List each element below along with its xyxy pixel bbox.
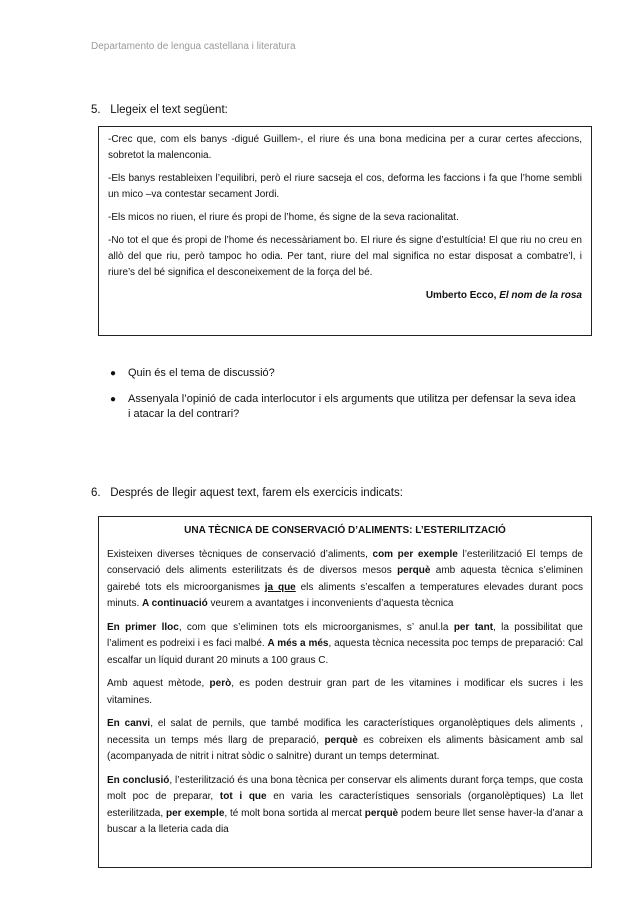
dialogue-paragraph: -Els banys restableixen l’equilibri, però el riure sacseja el cos, deforma les faccions i fa que l’home sembli un mico –va contestar secament Jordi. <box>108 173 582 200</box>
bullet-icon: ● <box>110 394 117 405</box>
dialogue-paragraph: -Els micos no riuen, el riure és propi de l’home, és signe de la seva racionalitat. <box>108 212 459 223</box>
paragraph: En primer lloc, com que s’eliminen tots els microorganismes, s’ anul.la per tant, la possibilitat que l’aliment es podreixi i es faci malbé. A més a més, aquesta tècnica necessita poc temps de preparació: Cal escalfar un líquid durant 20 minuts a 100 graus C. <box>107 621 583 666</box>
question-text: Llegeix el text següent: <box>110 104 228 116</box>
paragraph: Amb aquest mètode, però, es poden destruir gran part de les vitamines i modificar els sucres i les vitamines. <box>107 678 583 706</box>
paragraph: Existeixen diverses tècniques de conservació d’aliments, com per exemple l’esterilització El temps de conservació dels aliments esterilitzats és de diversos mesos perquè amb aquesta tècnica s’eliminen gairebé tots els microorganismes ja que els aliments s’escalfen a temperatures elevades durant pocs minuts. A continuació veurem a avantatges i inconvenients d’aquesta tècnica <box>107 548 583 609</box>
question-6-title <box>91 487 403 499</box>
bullet-icon: ● <box>110 368 117 379</box>
question-5-title <box>91 104 228 116</box>
box-title: UNA TÈCNICA DE CONSERVACIÓ D’ALIMENTS: L’ESTERILITZACIÓ <box>184 525 506 536</box>
dialogue-paragraph: -No tot el que és propi de l’home és necessàriament bo. El riure és signe d’estultícia! El que riu no creu en allò del que riu, però tampoc ho odia. Per tant, riure del mal significa no estar disposat a combatre’l, i riure’s del bé significa el desconeixement de la força del bé. <box>108 235 582 278</box>
list-item-text: Assenyala l’opinió de cada interlocutor i els arguments que utilitza per defensar la seva idea i atacar la del contrari? <box>128 393 576 420</box>
list-item <box>108 366 578 381</box>
question-list <box>108 366 578 433</box>
paragraph: En conclusió, l’esterilització és una bona tècnica per conservar els aliments durant força temps, que costa molt poc de preparar, tot i que en varia les característiques sensorials (organolèptiques) La llet esterilitzada, per exemple, té molt bona sortida al mercat perquè podem beure llet sense haver-la d’anar a buscar a la lleteria cada dia <box>107 774 583 835</box>
text-box <box>98 516 592 868</box>
quote-box <box>98 126 592 336</box>
question-number: 6. <box>91 487 101 499</box>
question-number: 5. <box>91 104 101 116</box>
author: Umberto Ecco, <box>425 290 497 301</box>
list-item <box>108 392 578 422</box>
page-header: Departamento de lengua castellana i literatura <box>91 41 296 52</box>
paragraph: En canvi, el salat de pernils, que també modifica les característiques organolèptiques dels aliments , necessita un temps més llarg de preparació, perquè es cobreixen els aliments bàsicament amb sal (acompanyada de nitrit i nitrat sòdic o salnitre) durant un temps determinat. <box>107 718 583 762</box>
dialogue-paragraph: -Crec que, com els banys -digué Guillem-, el riure és una bona medicina per a curar certes afeccions, sobretot la malenconia. <box>108 134 582 161</box>
question-text: Després de llegir aquest text, farem els exercicis indicats: <box>110 487 403 499</box>
list-item-text: Quin és el tema de discussió? <box>128 367 275 379</box>
citation <box>108 288 582 304</box>
book-title: El nom de la rosa <box>499 290 582 301</box>
